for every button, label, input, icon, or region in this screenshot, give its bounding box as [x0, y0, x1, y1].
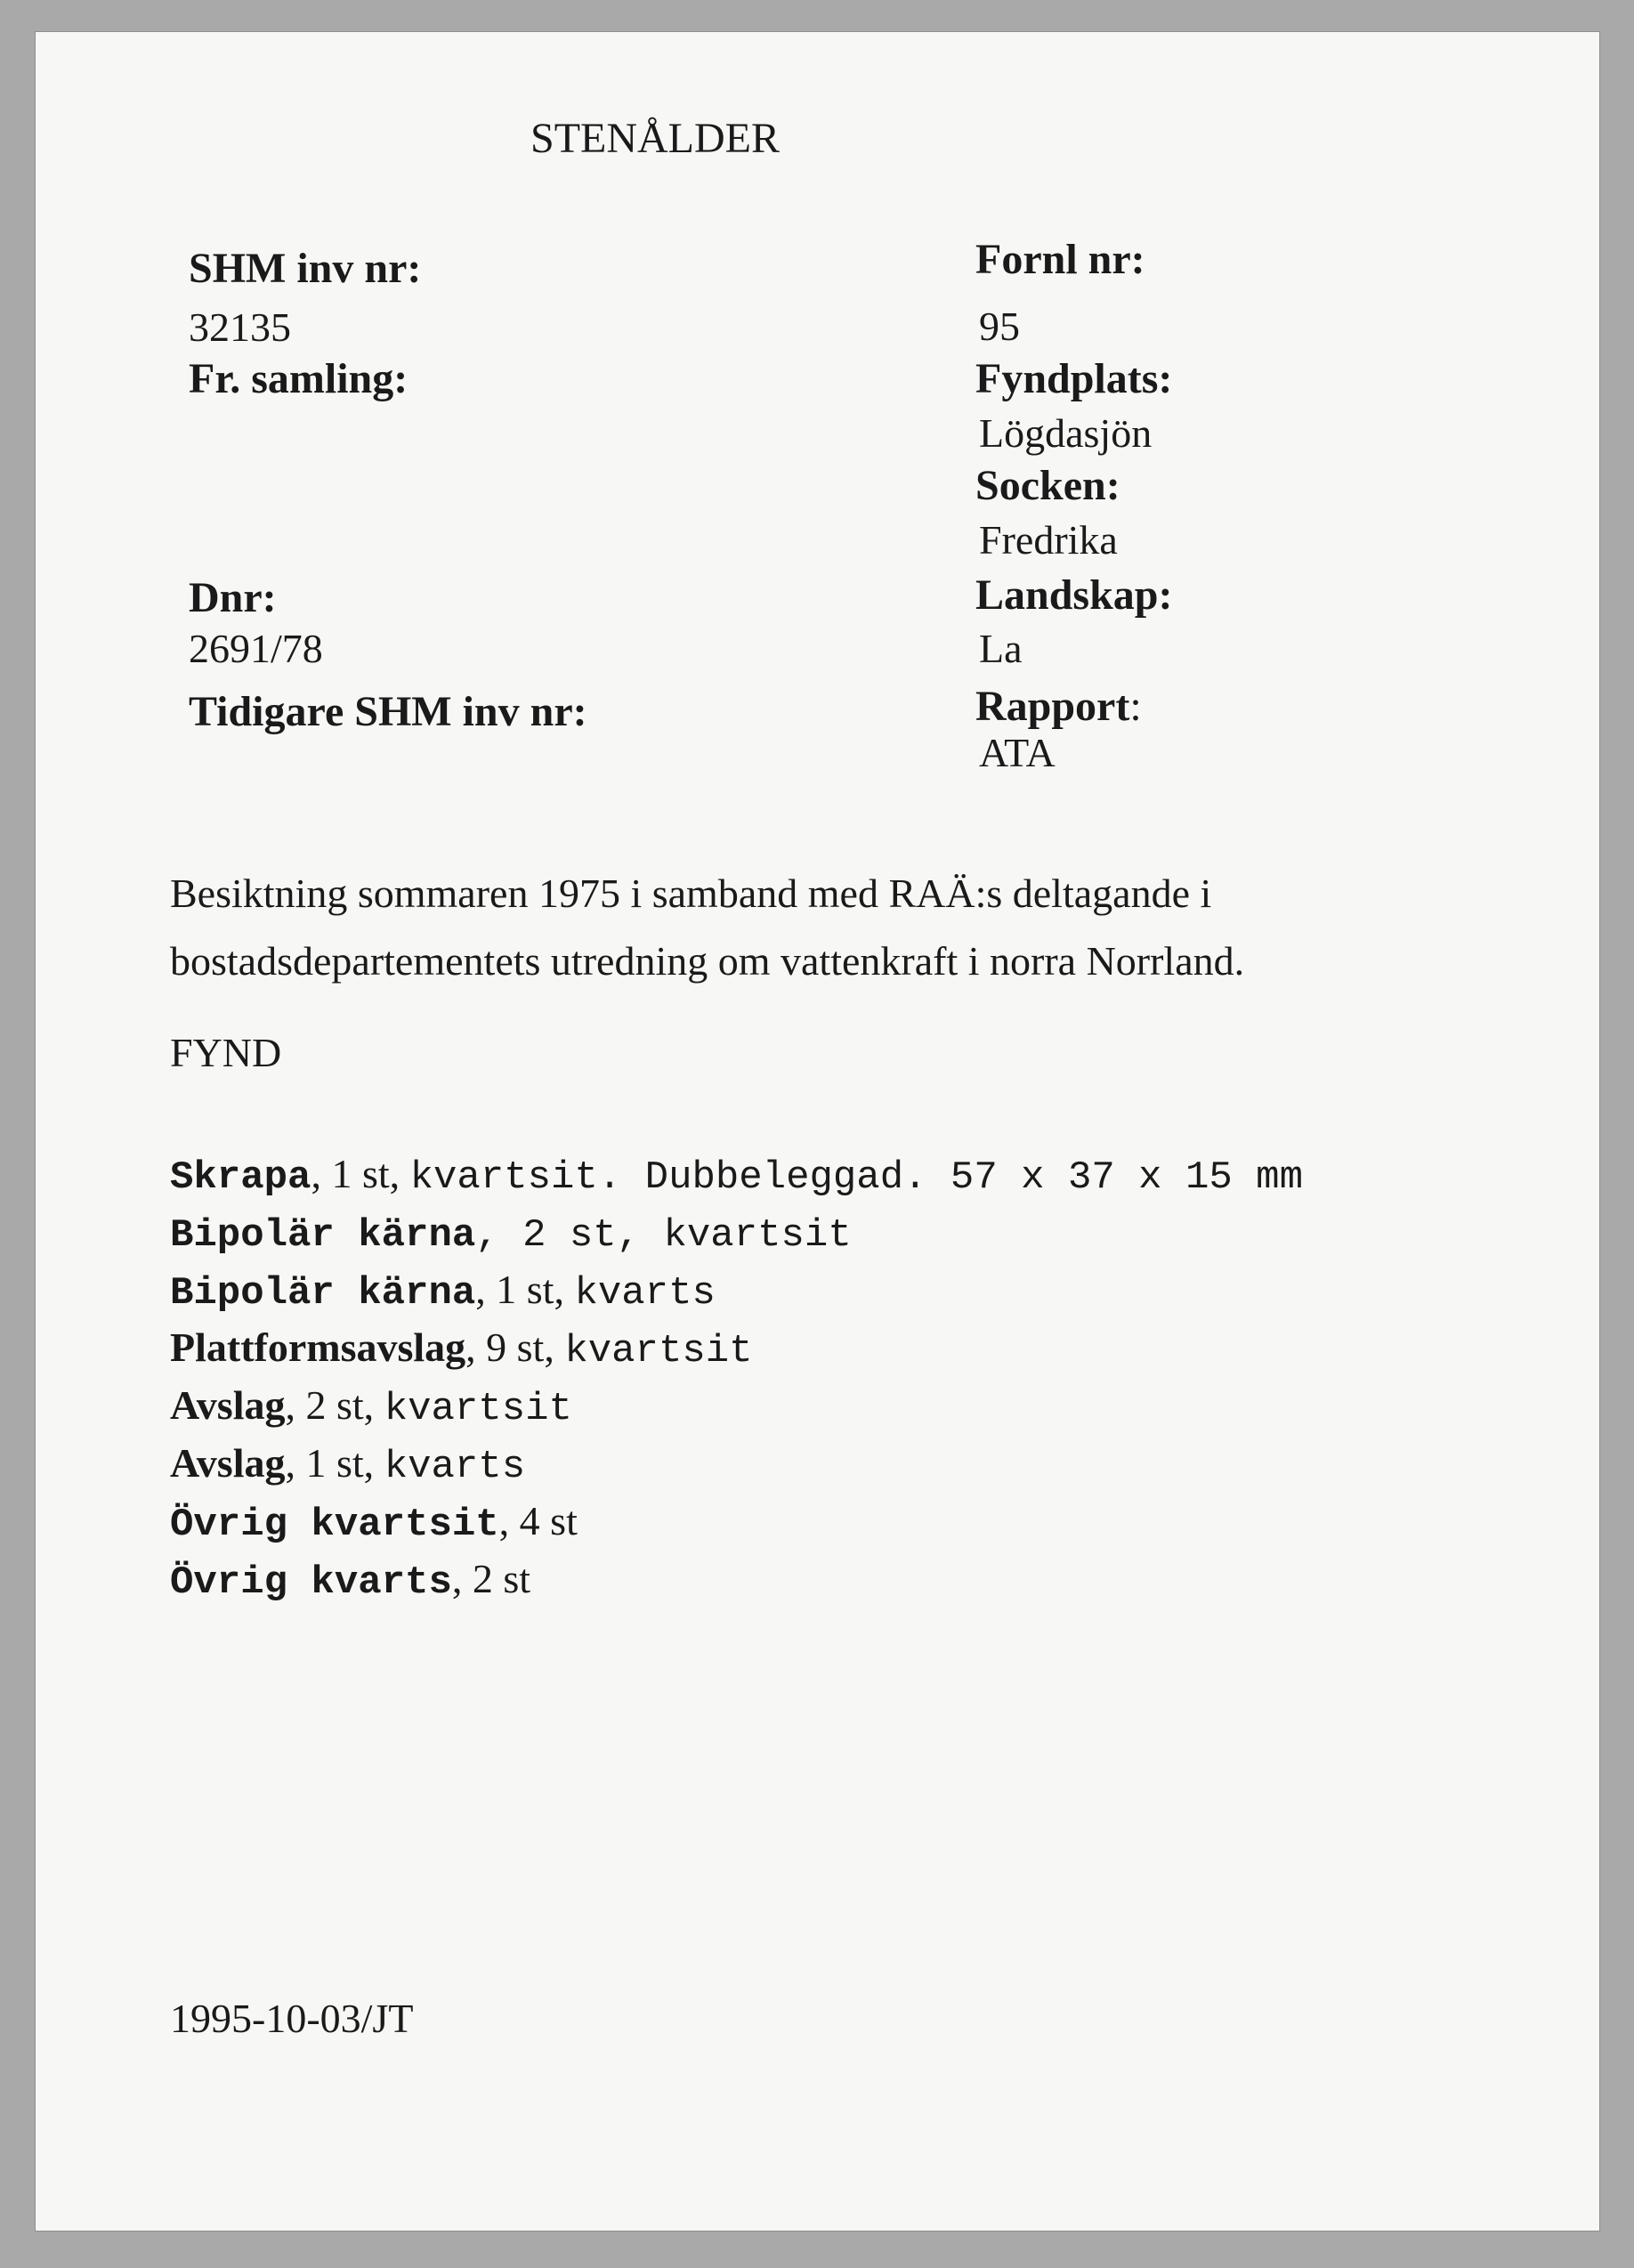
landskap-label: Landskap: [975, 571, 1173, 619]
find-detail: kvartsit [384, 1387, 572, 1431]
rapport-value: ATA [979, 730, 1056, 775]
find-quantity: , 9 st, [465, 1324, 565, 1370]
find-row [170, 1145, 1303, 1203]
fynd-heading: FYND [170, 1030, 282, 1075]
find-detail: , 2 st, kvartsit [475, 1213, 852, 1258]
fr-samling-label: Fr. samling: [189, 355, 408, 402]
find-quantity: , 4 st [498, 1498, 578, 1543]
find-detail: kvarts [384, 1445, 526, 1489]
socken-label: Socken: [975, 462, 1120, 509]
find-row [170, 1434, 1303, 1492]
fornl-value: 95 [979, 304, 1020, 349]
dnr-value: 2691/78 [189, 626, 323, 671]
finds-list [170, 1145, 1303, 1608]
find-name: Bipolär kärna [170, 1213, 476, 1258]
find-row [170, 1203, 1303, 1260]
find-name: Avslag [170, 1382, 286, 1428]
find-name: Skrapa [170, 1155, 311, 1200]
rapport-label: Rapport [975, 683, 1130, 730]
find-quantity: , 2 st, [285, 1382, 384, 1428]
date-signature: 1995-10-03/JT [170, 1996, 414, 2041]
fyndplats-label: Fyndplats: [975, 355, 1173, 402]
find-row [170, 1492, 1303, 1550]
rapport-label-group [975, 682, 1142, 731]
find-detail: kvartsit [564, 1329, 753, 1373]
find-detail: kvartsit. Dubbeleggad. 57 x 37 x 15 mm [409, 1155, 1303, 1200]
dnr-label: Dnr: [189, 574, 277, 621]
find-quantity: , 1 st, [285, 1440, 384, 1486]
find-row [170, 1318, 1303, 1376]
rapport-colon: : [1129, 683, 1142, 730]
find-quantity: , 2 st [451, 1556, 531, 1601]
find-quantity: , 1 st, [311, 1151, 410, 1196]
fyndplats-value: Lögdasjön [979, 410, 1153, 456]
socken-value: Fredrika [979, 517, 1118, 563]
find-name: Övrig kvartsit [170, 1503, 499, 1547]
find-row [170, 1376, 1303, 1434]
landskap-value: La [979, 626, 1023, 671]
find-name: Avslag [170, 1440, 286, 1486]
shm-inv-value: 32135 [189, 304, 291, 350]
find-name: Plattformsavslag [170, 1324, 466, 1370]
page-title: STENÅLDER [530, 115, 780, 162]
shm-inv-label: SHM inv nr: [189, 245, 422, 292]
find-detail: kvarts [574, 1271, 716, 1316]
fornl-label: Fornl nr: [975, 236, 1145, 283]
find-row [170, 1550, 1303, 1608]
tidigare-shm-inv-label: Tidigare SHM inv nr: [189, 688, 587, 735]
index-card [36, 32, 1599, 2231]
find-name: Bipolär kärna [170, 1271, 476, 1316]
find-name: Övrig kvarts [170, 1560, 452, 1605]
find-quantity: , 1 st, [475, 1267, 575, 1312]
description-text: Besiktning sommaren 1975 i samband med RAÄ:s deltagande i bostadsdepartementets utredning om vattenkraft i norra Norrland. [170, 871, 1245, 984]
find-row [170, 1260, 1303, 1318]
